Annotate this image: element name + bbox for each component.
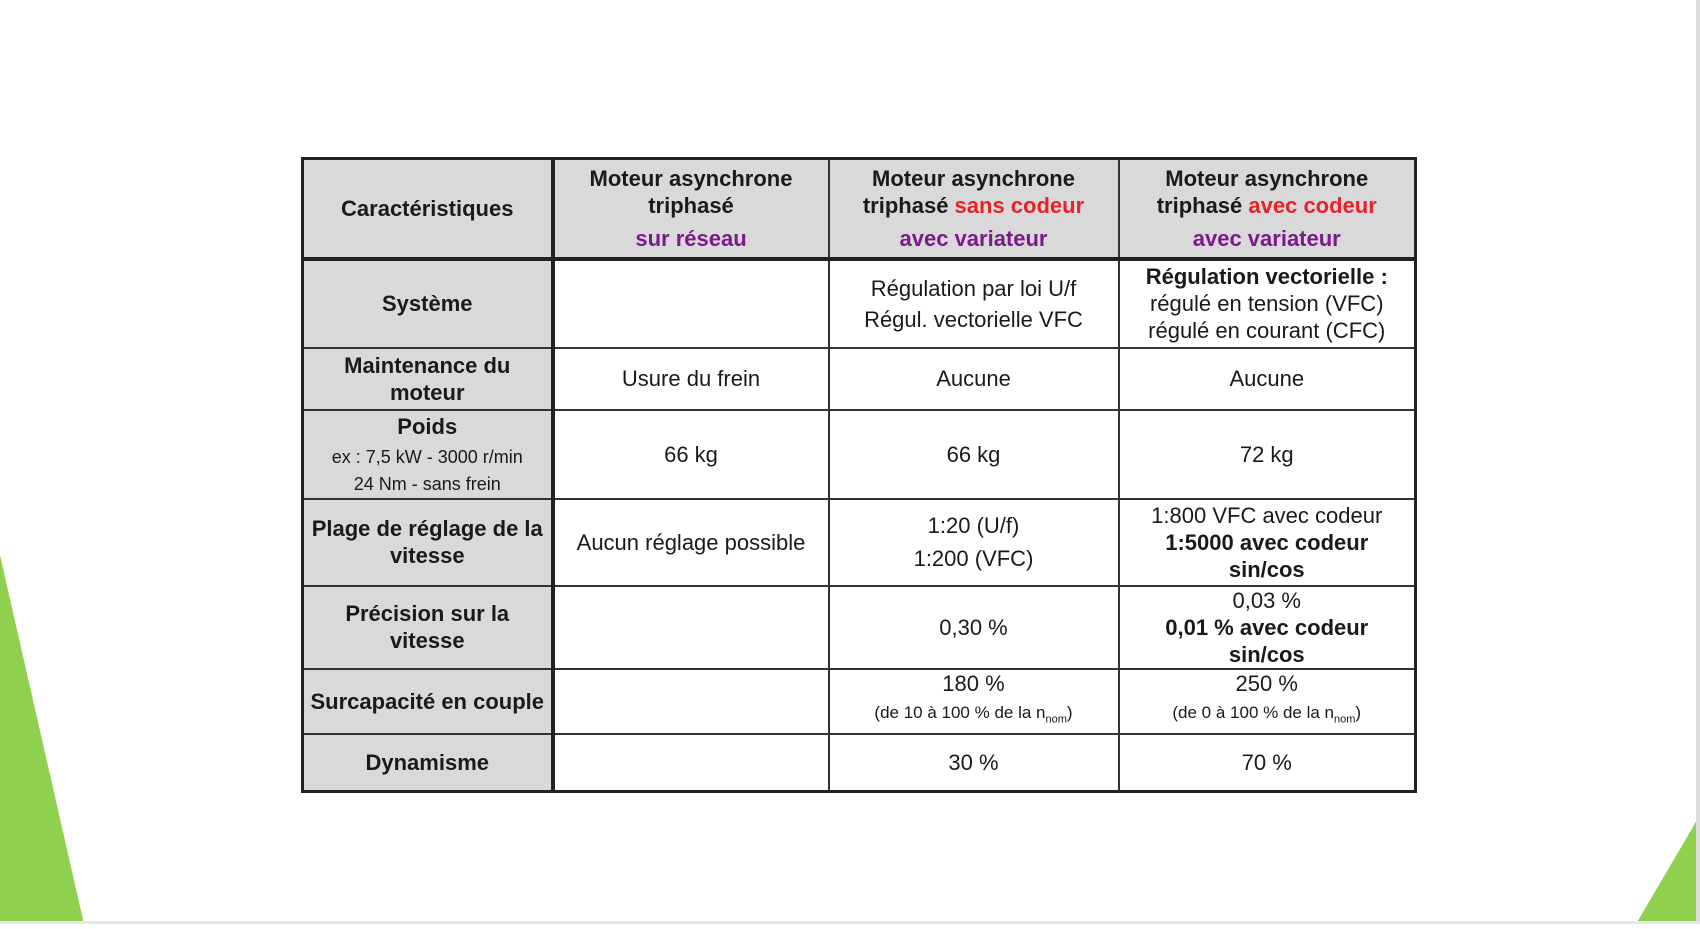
cell-plage-network: Aucun réglage possible: [553, 499, 829, 586]
cell-maintenance-network: Usure du frein: [553, 348, 829, 410]
header-no-encoder-motor: Moteur asynchrone triphasé sans codeur avec variateur: [829, 159, 1119, 259]
green-triangle-left: [0, 555, 84, 924]
cell-systeme-encoder: Régulation vectorielle : régulé en tension (VFC) régulé en courant (CFC): [1119, 259, 1416, 348]
table-row: [303, 499, 1416, 586]
cell-surcapacite-no-encoder: 180 % (de 10 à 100 % de la $n_{nom}$): [829, 669, 1119, 734]
row-label-precision: Précision sur la vitesse: [303, 586, 553, 669]
table-row: [303, 410, 1416, 499]
header-characteristics: Caractéristiques: [303, 159, 553, 259]
cell-plage-encoder: 1:800 VFC avec codeur 1:5000 avec codeur sin/cos: [1119, 499, 1416, 586]
comparison-table: [301, 157, 1417, 793]
cell-surcapacite-encoder: 250 % (de 0 à 100 % de la $n_{nom}$): [1119, 669, 1416, 734]
row-label-maintenance: Maintenance du moteur: [303, 348, 553, 410]
table-row: [303, 734, 1416, 792]
green-triangle-right: [1636, 815, 1700, 924]
cell-systeme-no-encoder: Régulation par loi U/f Régul. vectorielle VFC: [829, 259, 1119, 348]
cell-precision-encoder: 0,03 % 0,01 % avec codeur sin/cos: [1119, 586, 1416, 669]
cell-maintenance-no-encoder: Aucune: [829, 348, 1119, 410]
cell-precision-no-encoder: 0,30 %: [829, 586, 1119, 669]
row-label-dynamisme: Dynamisme: [303, 734, 553, 792]
header-encoder-motor: Moteur asynchrone triphasé avec codeur avec variateur: [1119, 159, 1416, 259]
table-row: [303, 348, 1416, 410]
cell-poids-encoder: 72 kg: [1119, 410, 1416, 499]
cell-surcapacite-network: [553, 669, 829, 734]
slide-right-edge: [1696, 0, 1700, 924]
cell-maintenance-encoder: Aucune: [1119, 348, 1416, 410]
table-header-row: [303, 159, 1416, 259]
cell-dynamisme-no-encoder: 30 %: [829, 734, 1119, 792]
table-row: [303, 669, 1416, 734]
cell-poids-network: 66 kg: [553, 410, 829, 499]
row-label-systeme: Système: [303, 259, 553, 348]
table-row: [303, 259, 1416, 348]
cell-precision-network: [553, 586, 829, 669]
cell-systeme-network: [553, 259, 829, 348]
row-label-surcapacite: Surcapacité en couple: [303, 669, 553, 734]
row-label-plage: Plage de réglage de la vitesse: [303, 499, 553, 586]
cell-poids-no-encoder: 66 kg: [829, 410, 1119, 499]
cell-dynamisme-encoder: 70 %: [1119, 734, 1416, 792]
header-network-motor: Moteur asynchrone triphasé sur réseau: [553, 159, 829, 259]
cell-dynamisme-network: [553, 734, 829, 792]
row-label-poids: Poids ex : 7,5 kW - 3000 r/min 24 Nm - sans frein: [303, 410, 553, 499]
table-row: [303, 586, 1416, 669]
cell-plage-no-encoder: 1:20 (U/f) 1:200 (VFC): [829, 499, 1119, 586]
